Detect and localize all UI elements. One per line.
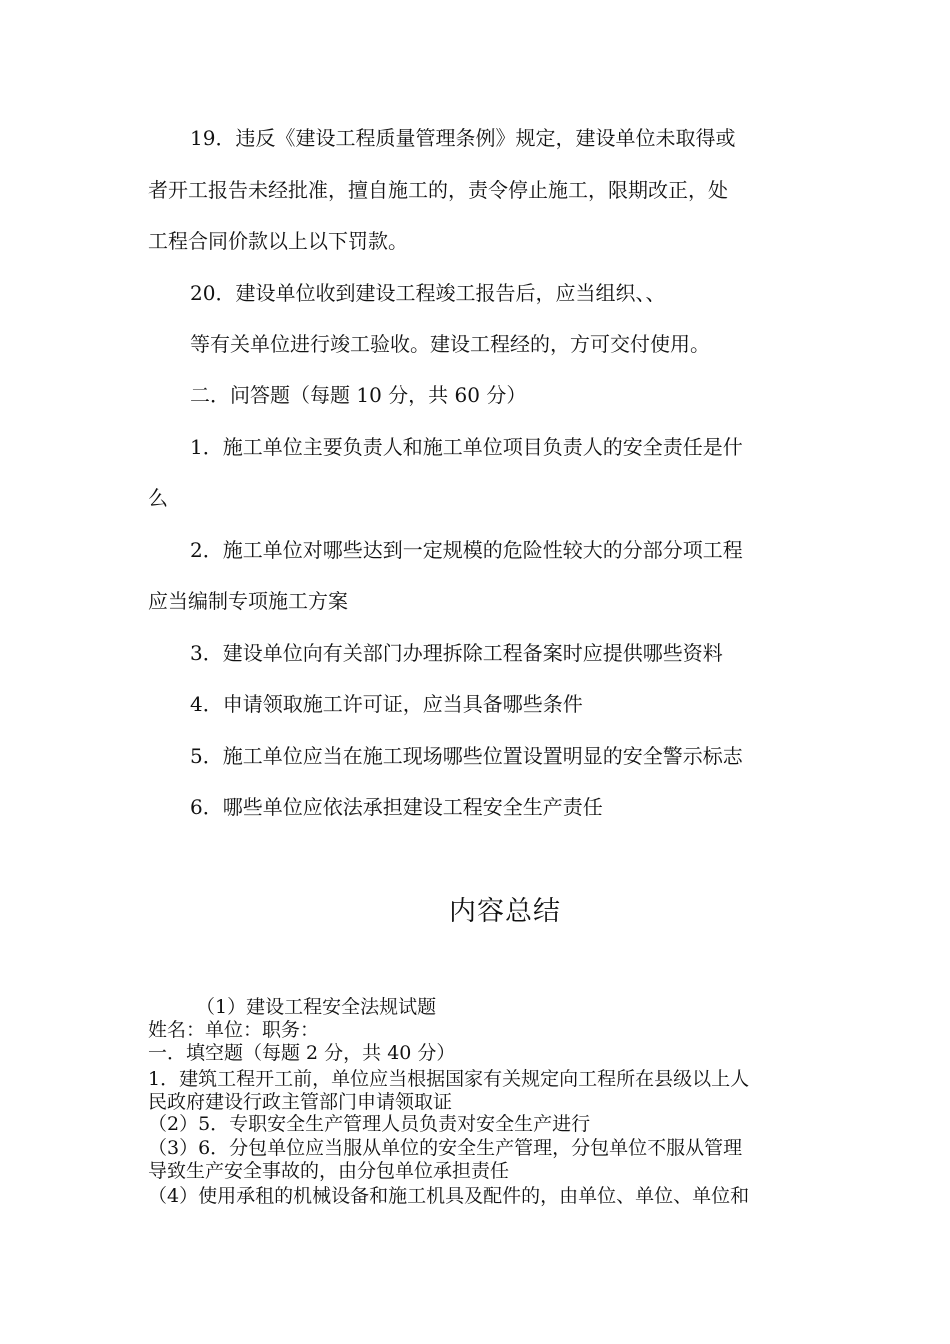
paragraph-line: 等有关单位进行竣工验收。建设工程经的，方可交付使用。 (190, 332, 710, 356)
summary-line: （3）6．分包单位应当服从单位的安全生产管理，分包单位不服从管理 (148, 1137, 743, 1159)
summary-line: （1）建设工程安全法规试题 (196, 996, 437, 1018)
question-item-continued: 应当编制专项施工方案 (148, 589, 348, 613)
question-item-continued: 么 (148, 486, 168, 510)
summary-heading: 内容总结 (449, 896, 561, 927)
paragraph-line: 工程合同价款以上以下罚款。 (148, 229, 408, 253)
section-heading: 二．问答题（每题 10 分，共 60 分） (190, 383, 527, 407)
summary-line: （4）使用承租的机械设备和施工机具及配件的，由单位、单位、单位和 (148, 1185, 750, 1207)
summary-line: 1．建筑工程开工前，单位应当根据国家有关规定向工程所在县级以上人 (148, 1068, 750, 1090)
summary-line: 一．填空题（每题 2 分，共 40 分） (148, 1042, 456, 1064)
question-item: 6．哪些单位应依法承担建设工程安全生产责任 (190, 795, 603, 819)
question-item: 3．建设单位向有关部门办理拆除工程备案时应提供哪些资料 (190, 641, 723, 665)
question-item: 1．施工单位主要负责人和施工单位项目负责人的安全责任是什 (190, 435, 743, 459)
paragraph-line: 者开工报告未经批准，擅自施工的，责令停止施工，限期改正，处 (148, 178, 728, 202)
summary-line: 民政府建设行政主管部门申请领取证 (148, 1091, 453, 1113)
summary-line: 姓名：单位：职务： (148, 1019, 320, 1041)
question-item: 5．施工单位应当在施工现场哪些位置设置明显的安全警示标志 (190, 744, 743, 768)
paragraph-line: 19．违反《建设工程质量管理条例》规定，建设单位未取得或 (190, 126, 736, 150)
question-item: 4．申请领取施工许可证，应当具备哪些条件 (190, 692, 583, 716)
summary-line: （2）5．专职安全生产管理人员负责对安全生产进行 (148, 1113, 591, 1135)
question-item: 2．施工单位对哪些达到一定规模的危险性较大的分部分项工程 (190, 538, 743, 562)
summary-line: 导致生产安全事故的，由分包单位承担责任 (148, 1160, 510, 1182)
paragraph-line: 20．建设单位收到建设工程竣工报告后，应当组织、、 (190, 281, 666, 305)
